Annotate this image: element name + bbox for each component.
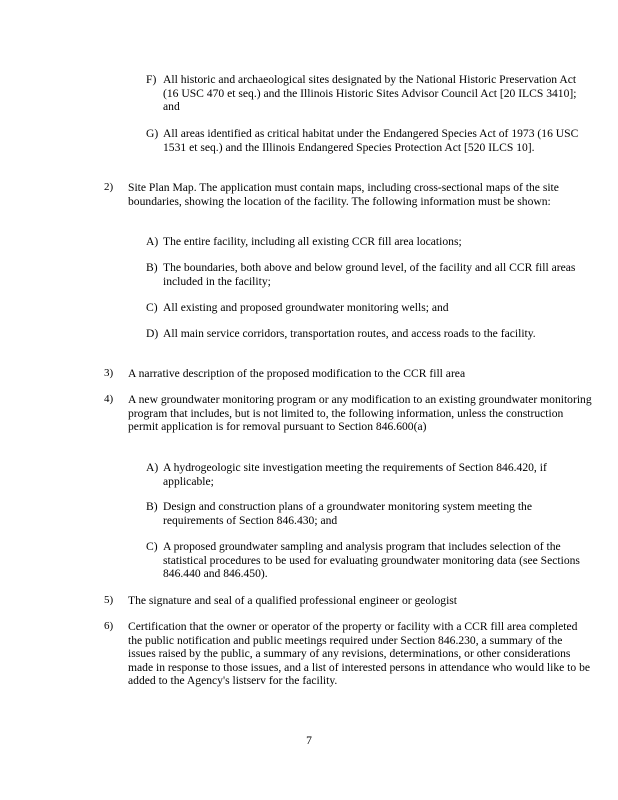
list-item-2b bbox=[146, 261, 586, 288]
item-number: 3) bbox=[104, 367, 114, 379]
list-item-2c bbox=[146, 301, 586, 315]
item-label: C) bbox=[146, 301, 158, 314]
item-number: 6) bbox=[104, 620, 114, 632]
item-text: All main service corridors, transportation routes, and access roads to the facility. bbox=[163, 327, 536, 340]
item-label: B) bbox=[146, 500, 158, 513]
list-item-5-signature bbox=[92, 594, 592, 608]
item-text: A narrative description of the proposed modification to the CCR fill area bbox=[128, 367, 466, 380]
item-number: 5) bbox=[104, 594, 114, 606]
list-item-4c bbox=[146, 540, 586, 581]
list-item-2d bbox=[146, 327, 586, 341]
item-text: All existing and proposed groundwater monitoring wells; and bbox=[163, 301, 449, 314]
item-text: Certification that the owner or operator of the property or facility with a CCR fill area completed the public notification and public meetings required under Section 846.230, a summary of the issues raised by the public, a summary of any revisions, determinations, or other considerations made in response to those issues, and a list of interested persons in attendance who would like to be added to the Agency's listserv for the facility. bbox=[128, 620, 591, 688]
item-label: B) bbox=[146, 261, 158, 274]
list-item-4b bbox=[146, 500, 586, 527]
item-text: Design and construction plans of a groundwater monitoring system meeting the requirements of Section 846.430; and bbox=[163, 500, 532, 527]
item-text: A new groundwater monitoring program or any modification to an existing groundwater monitoring program that includes, but is not limited to, the following information, unless the construction permit application is for removal pursuant to Section 846.600(a) bbox=[128, 393, 592, 434]
list-item-6-certification bbox=[92, 620, 592, 688]
list-item-2a bbox=[146, 235, 586, 249]
list-item-2-site-plan-map bbox=[92, 181, 592, 208]
item-number: 4) bbox=[104, 393, 114, 405]
item-text: All areas identified as critical habitat under the Endangered Species Act of 1973 (16 USC 1531 et seq.) and the Illinois Endangered Species Protection Act [520 ILCS 10]. bbox=[163, 127, 579, 154]
list-item-f bbox=[146, 73, 586, 114]
item-label: G) bbox=[146, 127, 159, 140]
item-text: The entire facility, including all existing CCR fill area locations; bbox=[163, 235, 462, 248]
item-label: F) bbox=[146, 73, 157, 86]
item-text: A hydrogeologic site investigation meeting the requirements of Section 846.420, if applicable; bbox=[163, 461, 547, 488]
item-text: Site Plan Map. The application must contain maps, including cross-sectional maps of the site boundaries, showing the location of the facility. The following information must be shown: bbox=[128, 181, 559, 208]
item-label: D) bbox=[146, 327, 159, 340]
item-number: 2) bbox=[104, 181, 114, 193]
list-item-4-groundwater-program bbox=[92, 393, 592, 434]
item-text: A proposed groundwater sampling and analysis program that includes selection of the statistical procedures to be used for evaluating groundwater monitoring data (see Sections 846.440 and 846.450). bbox=[163, 540, 580, 581]
item-text: The boundaries, both above and below ground level, of the facility and all CCR fill areas included in the facility; bbox=[163, 261, 576, 288]
list-item-3-narrative bbox=[92, 367, 592, 381]
item-text: All historic and archaeological sites designated by the National Historic Preservation Act (16 USC 470 et seq.) and the Illinois Historic Sites Advisor Council Act [20 ILCS 3410]; and bbox=[163, 73, 577, 114]
item-label: A) bbox=[146, 461, 159, 474]
item-label: C) bbox=[146, 540, 158, 553]
item-label: A) bbox=[146, 235, 159, 248]
list-item-g bbox=[146, 127, 586, 154]
page-number: 7 bbox=[306, 734, 312, 747]
item-text: The signature and seal of a qualified professional engineer or geologist bbox=[128, 594, 458, 607]
list-item-4a bbox=[146, 461, 586, 488]
